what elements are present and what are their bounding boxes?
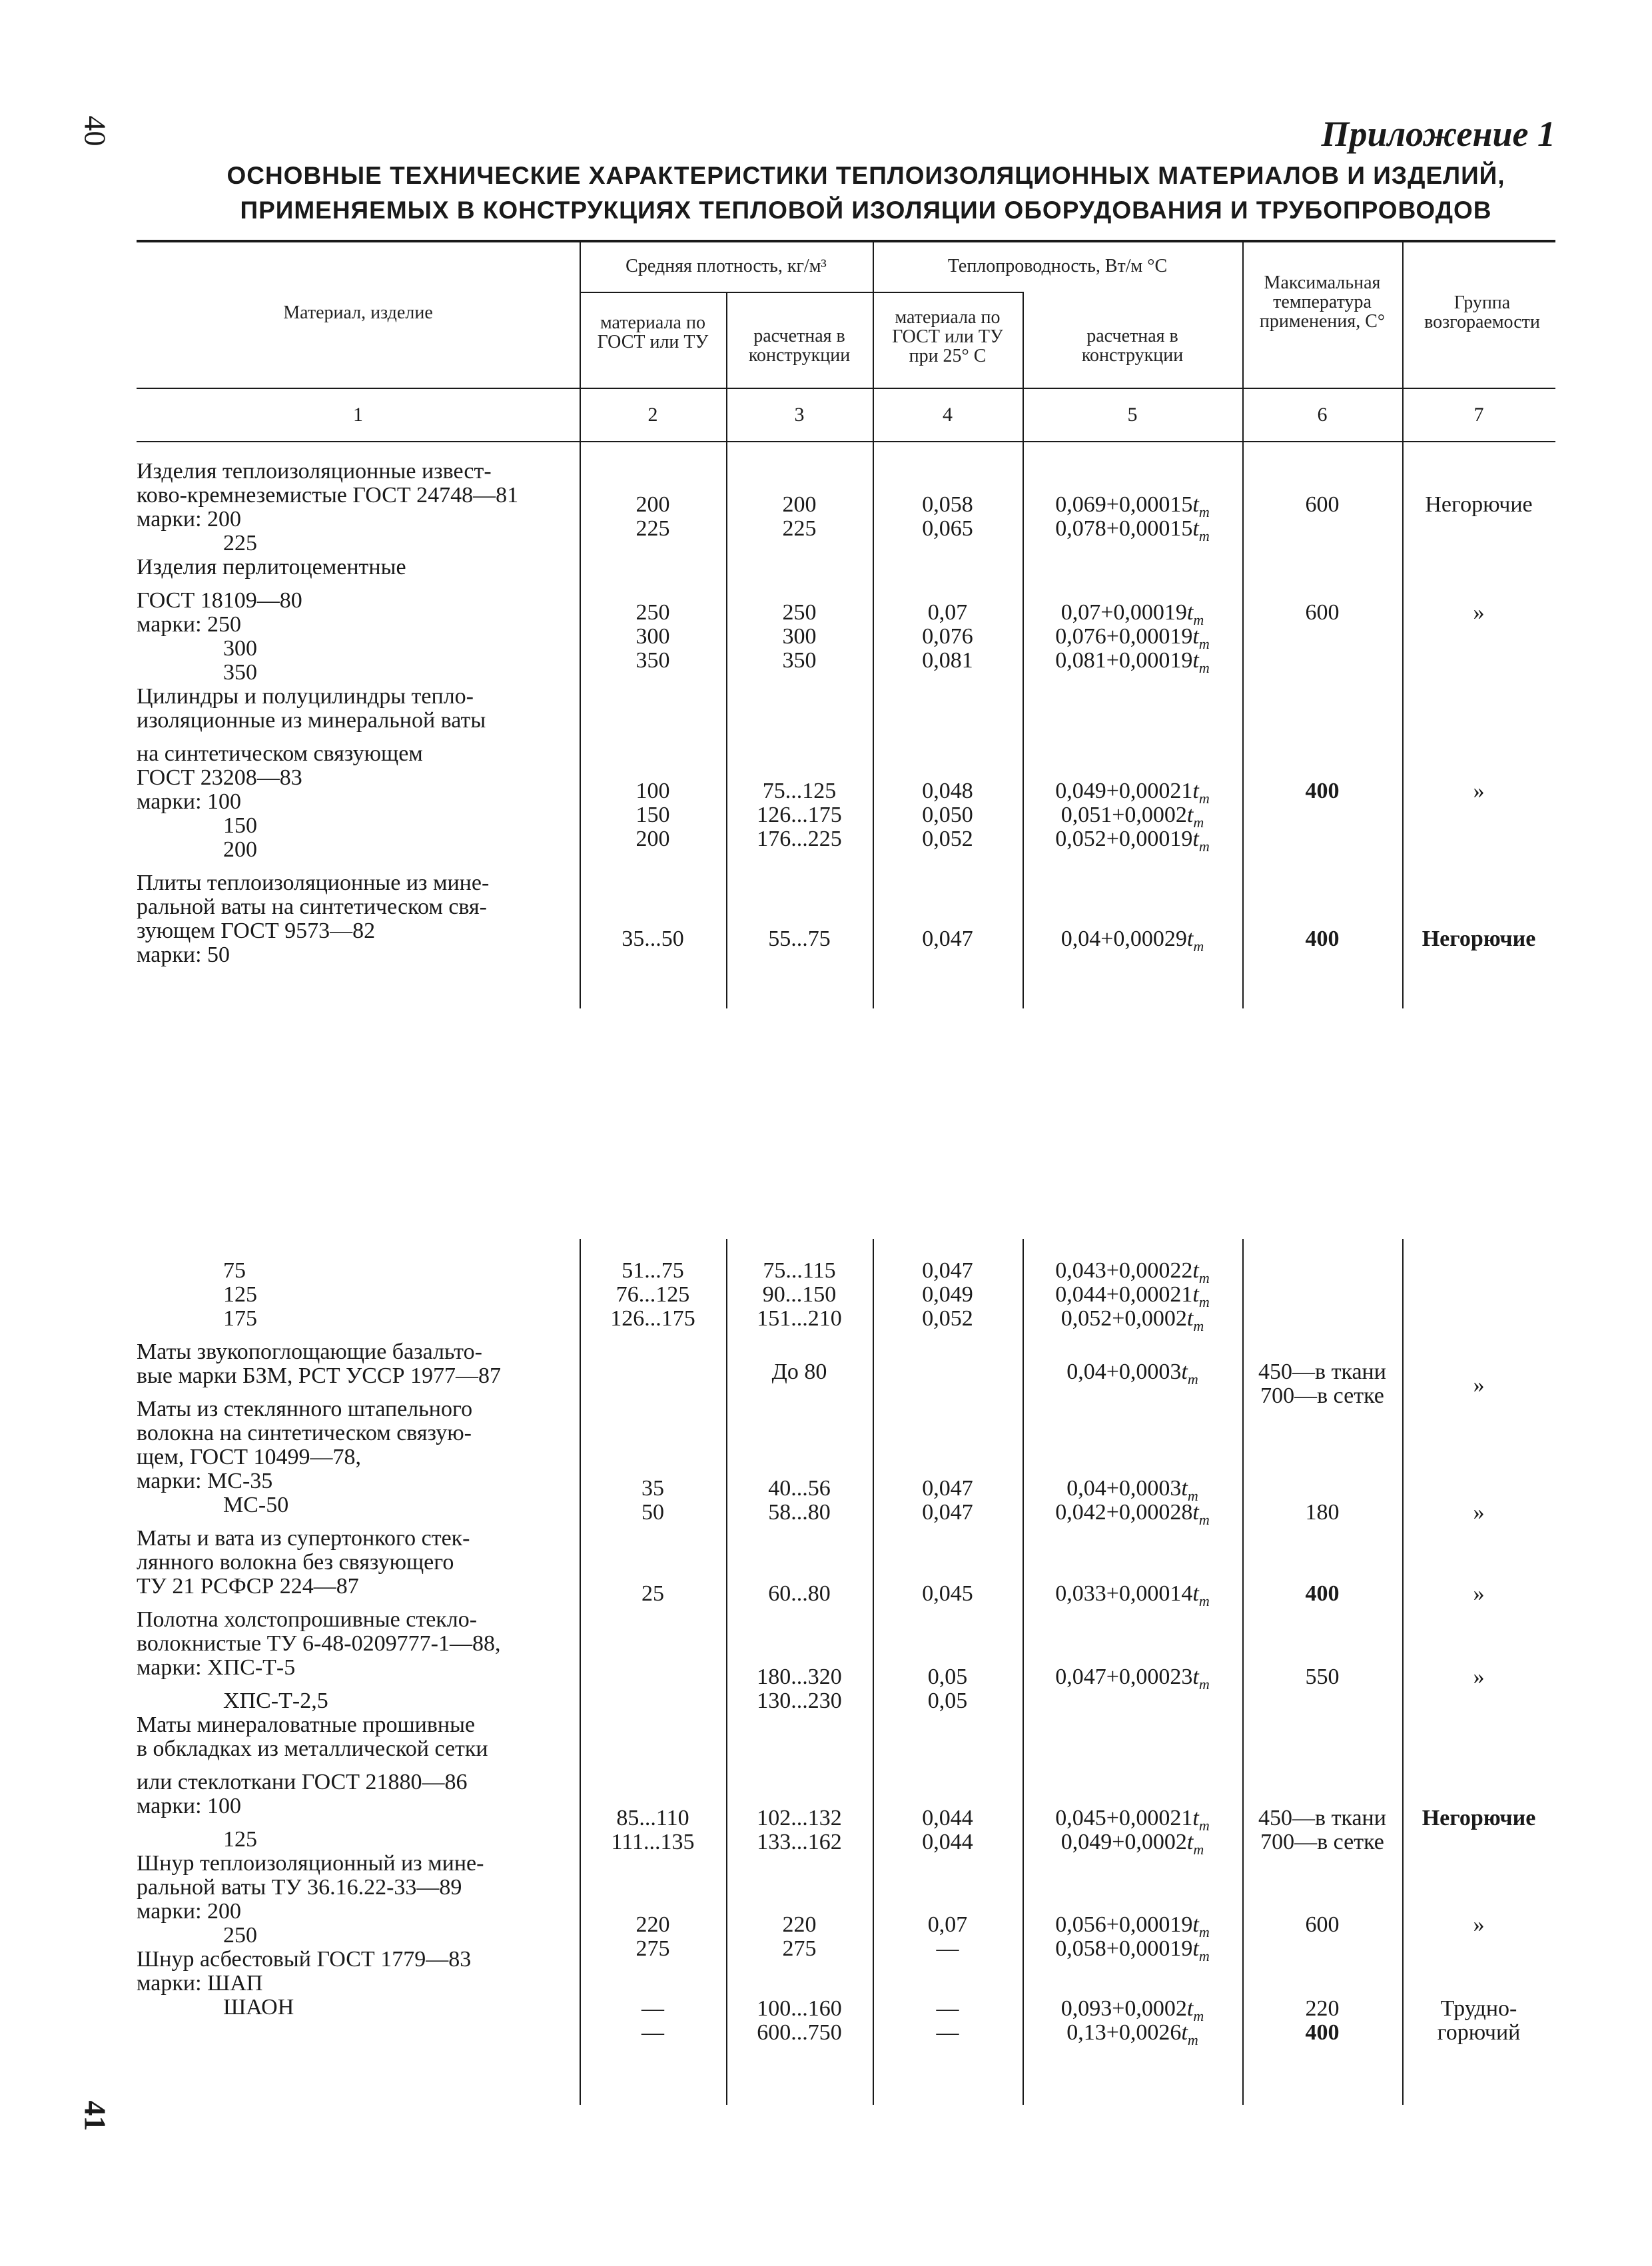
table-cell-c7: » (1473, 1581, 1485, 1606)
table-cell-c6: 600 (1305, 1912, 1340, 1937)
material-text: волокна на синтетическом связую- (137, 1421, 472, 1445)
table-cell-c2: 35...50 (621, 927, 684, 951)
table-cell-c7: Негорючие (1422, 1806, 1536, 1830)
table-cell-c4: 0,045 (922, 1581, 973, 1606)
table-cell-c3: 275 (782, 1936, 817, 1961)
table-cell-c4: 0,05 (927, 1689, 968, 1713)
table-cell-c6: 700—в сетке (1260, 1383, 1384, 1408)
material-text: изоляционные из минеральной ваты (137, 708, 486, 733)
table-cell-c2: 126...175 (610, 1306, 695, 1331)
appendix-label: Приложение 1 (1321, 114, 1555, 154)
table-cell-c6: 400 (1305, 2020, 1340, 2045)
table-cell-c2: 85...110 (616, 1806, 689, 1830)
page-number-bottom: 41 (78, 2100, 113, 2131)
material-text: Цилиндры и полуцилиндры тепло- (137, 684, 474, 709)
table-cell-c6: 450—в ткани (1258, 1359, 1386, 1384)
material-text: 250 (223, 1923, 257, 1948)
table-cell-c3: 180...320 (757, 1665, 842, 1689)
material-text: Маты и вата из супертонкого стек- (137, 1526, 470, 1551)
col-number-3: 3 (794, 404, 805, 426)
table-cell-c3: 60...80 (768, 1581, 831, 1606)
table-cell-c2: 200 (635, 492, 670, 517)
table-cell-c4: — (936, 1996, 959, 2021)
table-cell-c5: $0,033+0,00014t_m$ (1055, 1581, 1210, 1609)
table-cell-c3: 75...115 (763, 1258, 836, 1283)
material-text: лянного волокна без связующего (137, 1550, 454, 1575)
table-cell-c4: — (936, 2020, 959, 2045)
table-cell-c3: 225 (782, 516, 817, 541)
material-text: Шнур асбестовый ГОСТ 1779—83 (137, 1947, 472, 1972)
table-cell-c3: 58...80 (768, 1500, 831, 1525)
col-number-7: 7 (1473, 404, 1484, 426)
material-text: 125 (223, 1282, 257, 1307)
material-text: 350 (223, 660, 257, 685)
table-cell-c5: $0,044+0,00021t_m$ (1055, 1282, 1210, 1310)
table-cell-c5: $0,078+0,00015t_m$ (1055, 516, 1210, 544)
table-cell-c5: $0,049+0,0002t_m$ (1060, 1830, 1204, 1858)
material-text: Полотна холстопрошивные стекло- (137, 1607, 478, 1632)
material-text: 175 (223, 1306, 257, 1331)
table-cell-c3: 176...225 (757, 827, 842, 851)
table-cell-c2: 51...75 (621, 1258, 684, 1283)
material-text: марки: ХПС-Т-5 (137, 1655, 296, 1680)
material-text: 300 (223, 636, 257, 661)
material-text: Изделия перлитоцементные (137, 555, 406, 579)
material-text: 125 (223, 1827, 257, 1852)
header-bottom-rule (137, 388, 1555, 389)
table-cell-c2: 225 (635, 516, 670, 541)
table-cell-c4: 0,047 (922, 1258, 973, 1283)
table-cell-c3: До 80 (771, 1359, 827, 1384)
table-cell-c4: 0,052 (922, 827, 973, 851)
table-cell-c6: 220 (1305, 1996, 1340, 2021)
table-cell-c5: $0,13+0,0026t_m$ (1066, 2020, 1198, 2048)
table-cell-c2: 35 (641, 1476, 664, 1501)
table-cell-c3: 126...175 (757, 803, 842, 827)
material-text: Маты из стеклянного штапельного (137, 1397, 473, 1421)
table-cell-c6: 400 (1305, 927, 1340, 951)
table-cell-c4: — (936, 1936, 959, 1961)
table-cell-c7: » (1473, 1665, 1485, 1689)
table-cell-c4: 0,049 (922, 1282, 973, 1307)
table-cell-c6: 400 (1305, 779, 1340, 803)
table-cell-c5: $0,04+0,0003t_m$ (1066, 1359, 1198, 1387)
header-max-temp: Максимальная температура применения, С° (1259, 272, 1386, 332)
table-cell-c3: 40...56 (768, 1476, 831, 1501)
material-text: 200 (223, 837, 257, 862)
table-cell-c4: 0,07 (927, 1912, 968, 1937)
table-cell-c6: 700—в сетке (1260, 1830, 1384, 1854)
material-text: Изделия теплоизоляционные извест- (137, 459, 492, 484)
table-cell-c4: 0,065 (922, 516, 973, 541)
header-cond-gost: материала по ГОСТ или ТУ при 25° С (892, 307, 1003, 366)
table-cell-c3: 220 (782, 1912, 817, 1937)
table-cell-c7: » (1473, 779, 1485, 803)
material-text: ГОСТ 18109—80 (137, 588, 302, 613)
table-cell-c3: 300 (782, 624, 817, 649)
table-cell-c4: 0,07 (927, 600, 968, 625)
table-top-rule (137, 240, 1555, 242)
material-text: марки: 200 (137, 1899, 242, 1924)
table-cell-c3: 133...162 (757, 1830, 842, 1854)
table-cell-c3: 200 (782, 492, 817, 517)
material-text: или стеклоткани ГОСТ 21880—86 (137, 1770, 468, 1794)
table-cell-c5: $0,042+0,00028t_m$ (1055, 1500, 1210, 1528)
table-cell-c3: 250 (782, 600, 817, 625)
material-text: марки: 100 (137, 1794, 242, 1818)
table-cell-c4: 0,081 (922, 648, 973, 673)
table-cell-c3: 75...125 (762, 779, 837, 803)
table-cell-c5: $0,07+0,00019t_m$ (1060, 600, 1204, 628)
table-cell-c4: 0,047 (922, 1500, 973, 1525)
table-cell-c5: $0,058+0,00019t_m$ (1055, 1936, 1210, 1964)
material-text: ково-кремнеземистые ГОСТ 24748—81 (137, 483, 519, 508)
material-text: Плиты теплоизоляционные из мине- (137, 871, 490, 895)
material-text: Шнур теплоизоляционный из мине- (137, 1851, 484, 1876)
table-cell-c4: 0,050 (922, 803, 973, 827)
table-cell-c4: 0,047 (922, 927, 973, 951)
table-cell-c5: $0,047+0,00023t_m$ (1055, 1665, 1210, 1693)
block1-materials (137, 460, 563, 967)
header-material: Материал, изделие (283, 302, 433, 323)
header-density-gost: материала по ГОСТ или ТУ (597, 312, 709, 352)
table-cell-c5: $0,049+0,00021t_m$ (1055, 779, 1210, 807)
title-line-2: ПРИМЕНЯЕМЫХ В КОНСТРУКЦИЯХ ТЕПЛОВОЙ ИЗОЛЯЦИИ ОБОРУДОВАНИЯ И ТРУБОПРОВОДОВ (240, 196, 1492, 224)
table-cell-c7: » (1473, 1373, 1485, 1397)
table-cell-c7: Негорючие (1422, 927, 1536, 951)
table-cell-c5: $0,043+0,00022t_m$ (1055, 1258, 1210, 1286)
page-number-top: 40 (78, 115, 113, 147)
col-number-6: 6 (1317, 404, 1328, 426)
table-cell-c7: горючий (1437, 2020, 1521, 2045)
table-cell-c2: 100 (635, 779, 670, 803)
table-cell-c6: 450—в ткани (1258, 1806, 1386, 1830)
table-cell-c5: $0,052+0,00019t_m$ (1055, 827, 1210, 855)
block2-materials (137, 1259, 563, 2020)
table-cell-c2: 50 (641, 1500, 664, 1525)
table-cell-c7: » (1473, 1912, 1485, 1937)
col-number-1: 1 (353, 404, 363, 426)
col-divider (580, 1239, 581, 2105)
table-cell-c2: 275 (635, 1936, 670, 1961)
table-cell-c3: 90...150 (762, 1282, 837, 1307)
col-divider (1242, 442, 1244, 1008)
colnum-bottom-rule (137, 441, 1555, 442)
table-cell-c2: 76...125 (616, 1282, 690, 1307)
title-line-1: ОСНОВНЫЕ ТЕХНИЧЕСКИЕ ХАРАКТЕРИСТИКИ ТЕПЛОИЗОЛЯЦИОННЫХ МАТЕРИАЛОВ И ИЗДЕЛИЙ, (226, 162, 1505, 189)
table-cell-c5: $0,056+0,00019t_m$ (1055, 1912, 1210, 1940)
table-cell-c4: 0,048 (922, 779, 973, 803)
table-cell-c4: 0,044 (922, 1806, 973, 1830)
material-text: 225 (223, 531, 257, 556)
table-cell-c6: 550 (1305, 1665, 1340, 1689)
material-text: волокнистые ТУ 6-48-0209777-1—88, (137, 1631, 501, 1656)
table-cell-c6: 600 (1305, 492, 1340, 517)
table-cell-c6: 180 (1305, 1500, 1340, 1525)
material-text: марки: 250 (137, 612, 242, 637)
material-text: Маты минераловатные прошивные (137, 1712, 476, 1737)
density-sub-rule (580, 292, 1023, 293)
table-cell-c4: 0,052 (922, 1306, 973, 1331)
col-number-5: 5 (1127, 404, 1138, 426)
table-cell-c6: 600 (1305, 600, 1340, 625)
table-cell-c2: 200 (635, 827, 670, 851)
table-cell-c3: 600...750 (757, 2020, 842, 2045)
material-text: в обкладках из металлической сетки (137, 1736, 488, 1761)
table-cell-c4: 0,076 (922, 624, 973, 649)
table-cell-c7: Негорючие (1425, 492, 1533, 517)
material-text: Маты звукопоглощающие базальто- (137, 1339, 482, 1364)
material-text: марки: 100 (137, 789, 242, 814)
table-cell-c5: $0,076+0,00019t_m$ (1055, 624, 1210, 652)
table-cell-c3: 130...230 (757, 1689, 842, 1713)
table-cell-c2: 220 (635, 1912, 670, 1937)
material-text: марки: 50 (137, 943, 230, 967)
material-text: 150 (223, 813, 257, 838)
material-text: ГОСТ 23208—83 (137, 765, 302, 790)
table-cell-c2: 25 (641, 1581, 664, 1606)
table-cell-c4: 0,044 (922, 1830, 973, 1854)
col-number-4: 4 (943, 404, 953, 426)
material-text: зующем ГОСТ 9573—82 (137, 919, 376, 943)
table-cell-c2: 300 (635, 624, 670, 649)
table-cell-c2: — (641, 1996, 664, 2021)
table-cell-c3: 151...210 (757, 1306, 842, 1331)
table-cell-c5: $0,045+0,00021t_m$ (1055, 1806, 1210, 1834)
header-cond-calc: расчетная в конструкции (1081, 326, 1184, 366)
material-text: щем, ГОСТ 10499—78, (137, 1445, 362, 1469)
header-flammability: Группа возгораемости (1424, 292, 1540, 332)
table-cell-c3: 55...75 (768, 927, 831, 951)
table-cell-c7: » (1473, 600, 1485, 625)
header-conductivity: Теплопроводность, Вт/м °С (947, 256, 1168, 276)
table-cell-c6: 400 (1305, 1581, 1340, 1606)
characteristics-table (137, 0, 1555, 2266)
table-cell-c4: 0,047 (922, 1476, 973, 1501)
table-cell-c5: $0,051+0,0002t_m$ (1060, 803, 1204, 831)
table-cell-c7: Трудно- (1440, 1996, 1517, 2021)
table-cell-c3: 350 (782, 648, 817, 673)
table-cell-c2: 350 (635, 648, 670, 673)
table-cell-c2: 150 (635, 803, 670, 827)
table-cell-c5: $0,069+0,00015t_m$ (1055, 492, 1210, 520)
material-text: ШАОН (223, 1995, 294, 2020)
table-cell-c3: 102...132 (757, 1806, 842, 1830)
table-cell-c5: $0,04+0,00029t_m$ (1060, 927, 1204, 954)
header-density-calc: расчетная в конструкции (748, 326, 851, 366)
table-cell-c7: » (1473, 1500, 1485, 1525)
table-cell-c3: 100...160 (757, 1996, 842, 2021)
col-number-2: 2 (647, 404, 658, 426)
header-density: Средняя плотность, кг/м³ (625, 256, 827, 276)
material-text: на синтетическом связующем (137, 741, 423, 766)
table-cell-c4: 0,058 (922, 492, 973, 517)
material-text: ральной ваты на синтетическом свя- (137, 895, 487, 919)
table-cell-c2: 111...135 (611, 1830, 695, 1854)
col-divider (1402, 442, 1404, 1008)
table-cell-c5: $0,052+0,0002t_m$ (1060, 1306, 1204, 1334)
material-text: ТУ 21 РСФСР 224—87 (137, 1574, 359, 1599)
table-cell-c2: — (641, 2020, 664, 2045)
material-text: МС-50 (223, 1493, 289, 1517)
material-text: марки: 200 (137, 507, 242, 532)
material-text: марки: ШАП (137, 1971, 263, 1996)
material-text: марки: МС-35 (137, 1469, 273, 1493)
table-cell-c2: 250 (635, 600, 670, 625)
material-text: 75 (223, 1258, 246, 1283)
material-text: ХПС-Т-2,5 (223, 1689, 328, 1713)
table-cell-c4: 0,05 (927, 1665, 968, 1689)
material-text: вые марки БЗМ, РСТ УССР 1977—87 (137, 1363, 501, 1388)
table-cell-c5: $0,093+0,0002t_m$ (1060, 1996, 1204, 2024)
table-cell-c5: $0,04+0,0003t_m$ (1066, 1476, 1198, 1504)
material-text: ральной ваты ТУ 36.16.22-33—89 (137, 1875, 462, 1900)
table-cell-c5: $0,081+0,00019t_m$ (1055, 648, 1210, 676)
